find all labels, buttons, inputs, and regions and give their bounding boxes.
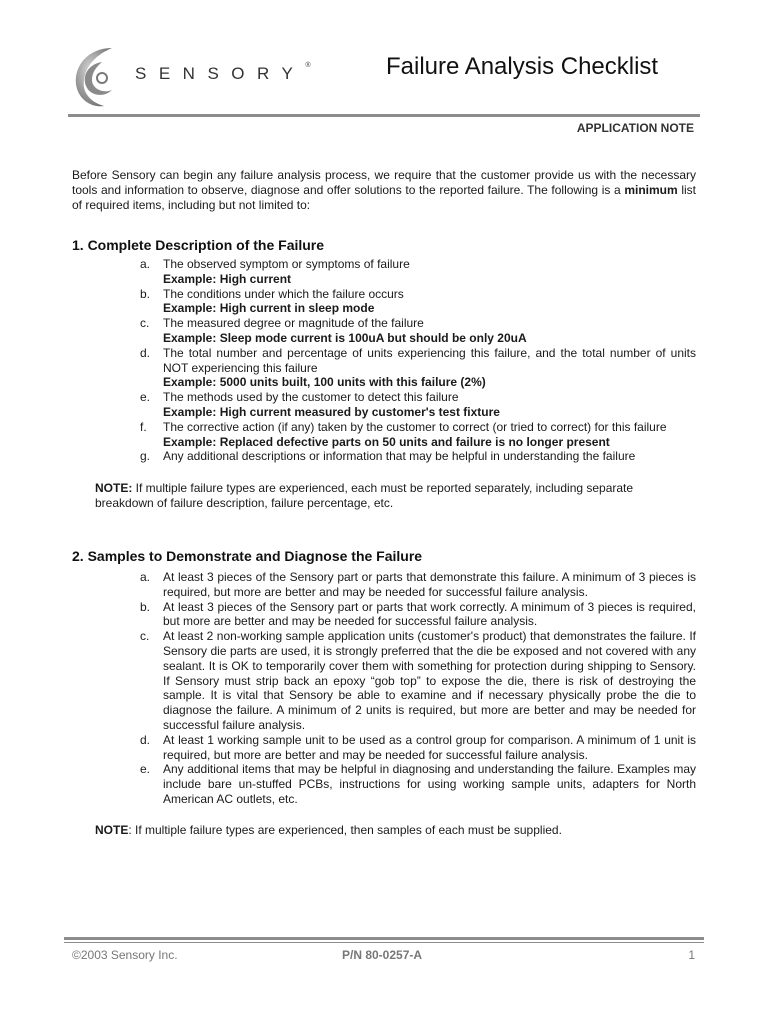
list-item: g. Any additional descriptions or information that may be helpful in understanding the failure [140,449,636,464]
header-divider [68,114,700,117]
samples-list [140,570,696,807]
list-item: b. The conditions under which the failure occurs Example: High current in sleep mode [140,287,696,317]
list-item: e. Any additional items that may be helpful in diagnosing and understanding the failure. Examples may include bare un-stuffed PCBs, instructions for using working sample units, adapters for North American AC outlets, etc. [140,762,696,806]
footer-page-number: 1 [688,948,695,962]
list-item: c. The measured degree or magnitude of the failure Example: Sleep mode current is 100uA but should be only 20uA [140,316,696,346]
example-text: Example: High current [163,271,292,286]
example-text: Example: 5000 units built, 100 units with this failure (2%) [163,375,486,390]
sensory-logo-icon [72,44,128,110]
footer-divider-thin [64,942,704,943]
document-type-label: APPLICATION NOTE [576,121,694,135]
footer-part-number: P/N 80-0257-A [342,948,423,962]
list-item: b. At least 3 pieces of the Sensory part or parts that work correctly. A minimum of 3 pieces is required, but more are better and may be needed for successful failure analysis. [140,599,696,629]
section2-note: NOTE: If multiple failure types are experienced, then samples of each must be supplied. [95,823,562,837]
example-text: Example: Sleep mode current is 100uA but should be only 20uA [163,330,527,345]
list-item: d. The total number and percentage of units experiencing this failure, and the total number of units NOT experiencing this failure Example: 5000 units built, 100 units with this failure (2%) [140,345,696,390]
list-item: a. At least 3 pieces of the Sensory part or parts that demonstrate this failure. A minimum of 3 pieces is required, but more are better and may be needed for successful failure analysis. [140,570,696,599]
list-item: d. At least 1 working sample unit to be used as a control group for comparison. A minimum of 1 unit is required, but more are better and may be needed for successful failure analysis. [140,732,696,762]
example-text: Example: High current in sleep mode [163,301,375,316]
list-item: c. At least 2 non-working sample application units (customer's product) that demonstrates the failure. If Sensory die parts are used, it is strongly preferred that the die be exposed and not covered with any sealant. It is OK to temporarily cover them with something for protection during shipping to Sensory. If Sensory must strip back an epoxy “gob top” to expose the die, there is risk of destroying the sample. It is vital that Sensory be able to examine and if necessary physically probe the die to diagnose the failure. A minimum of 2 units is required, but more are better and may be needed for successful failure analysis. [140,629,696,732]
section-heading-failure-description: 1. Complete Description of the Failure [72,237,325,253]
list-item: f. The corrective action (if any) taken by the customer to correct (or tried to correct) for this failure Example: Replaced defective parts on 50 units and failure is no longer present [140,420,696,450]
example-text: Example: Replaced defective parts on 50 units and failure is no longer present [163,434,610,449]
example-text: Example: High current measured by customer's test fixture [163,404,500,419]
brand-wordmark: SENSORY® [135,62,311,83]
footer-divider [64,937,704,940]
list-item: e. The methods used by the customer to detect this failure Example: High current measured by customer's test fixture [140,390,696,420]
section1-note: NOTE: If multiple failure types are experienced, each must be reported separately, including separate breakdown of failure description, failure percentage, etc. [95,481,634,510]
document-title: Failure Analysis Checklist [386,53,659,80]
intro-paragraph: Before Sensory can begin any failure analysis process, we require that the customer provide us with the necessary tools and information to observe, diagnose and offer solutions to the reported failure. The following is a minimum list of required items, including but not limited to: [72,168,696,212]
footer-copyright: ©2003 Sensory Inc. [72,948,178,962]
failure-description-list [140,257,696,464]
list-item: a. The observed symptom or symptoms of failure Example: High current [140,257,696,287]
section-heading-samples: 2. Samples to Demonstrate and Diagnose the Failure [72,548,423,564]
